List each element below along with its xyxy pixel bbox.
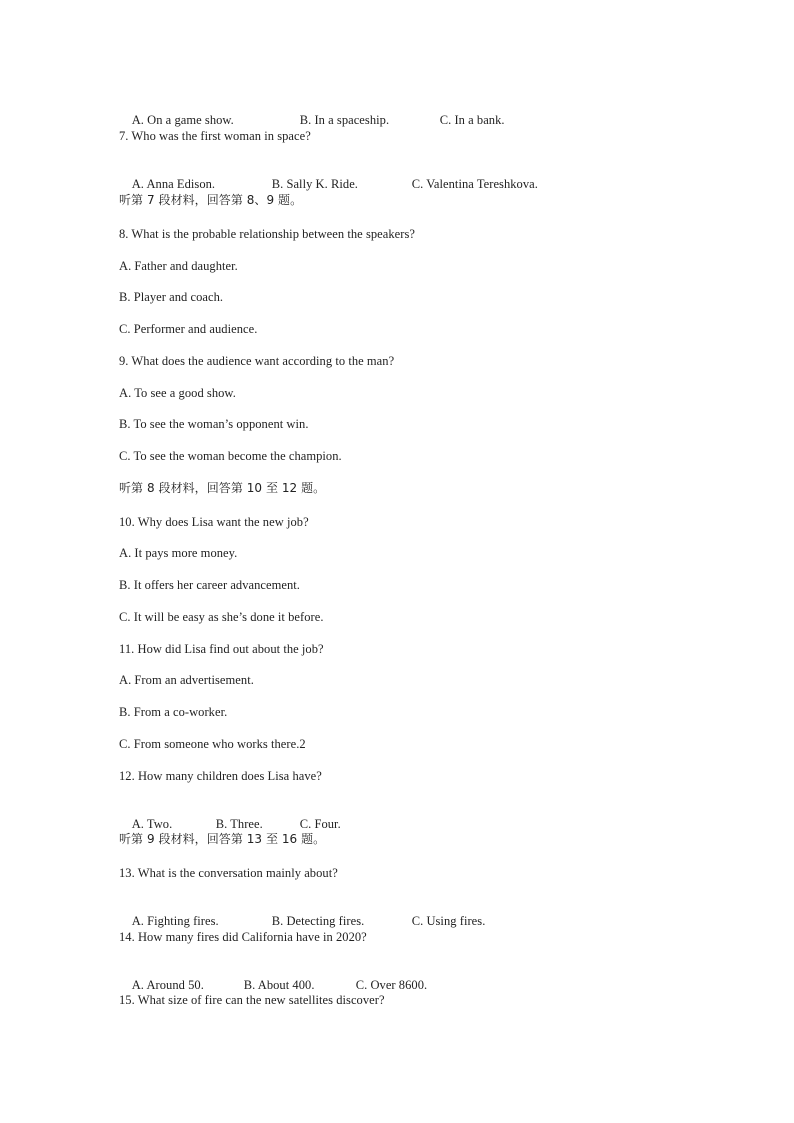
q12-option-c: C. Four. (299, 817, 341, 831)
q12-question: 12. How many children does Lisa have? (119, 769, 322, 783)
q13-option-b: B. Detecting fires. (271, 914, 365, 928)
q11-option-c: C. From someone who works there.2 (119, 737, 306, 751)
q14-question: 14. How many fires did California have in 2020? (119, 930, 367, 944)
q13-option-a: A. Fighting fires. (131, 914, 219, 928)
q14-option-c: C. Over 8600. (355, 978, 428, 992)
q10-option-b: B. It offers her career advancement. (119, 578, 300, 592)
q7-option-c: C. Valentina Tereshkova. (411, 177, 538, 191)
section-heading-8: 听第 8 段材料，回答第 10 至 12 题。 (119, 481, 326, 495)
q10-option-c: C. It will be easy as she’s done it before. (119, 610, 324, 624)
q8-question: 8. What is the probable relationship between the speakers? (119, 227, 415, 241)
q9-option-c: C. To see the woman become the champion. (119, 449, 342, 463)
section-heading-9: 听第 9 段材料，回答第 13 至 16 题。 (119, 832, 326, 846)
q10-question: 10. Why does Lisa want the new job? (119, 515, 309, 529)
q14-option-a: A. Around 50. (131, 978, 204, 992)
section-heading-7: 听第 7 段材料，回答第 8、9 题。 (119, 193, 303, 207)
q12-option-a: A. Two. (131, 817, 173, 831)
q11-option-a: A. From an advertisement. (119, 673, 254, 687)
q7-option-a: A. Anna Edison. (131, 177, 216, 191)
q9-question: 9. What does the audience want according to the man? (119, 354, 395, 368)
q12-option-b: B. Three. (215, 817, 263, 831)
q10-option-a: A. It pays more money. (119, 546, 238, 560)
q6-option-a: A. On a game show. (131, 113, 234, 127)
q6-option-c: C. In a bank. (439, 113, 505, 127)
q13-option-c: C. Using fires. (411, 914, 486, 928)
q15-question: 15. What size of fire can the new satellites discover? (119, 993, 385, 1007)
q11-option-b: B. From a co-worker. (119, 705, 228, 719)
q14-option-b: B. About 400. (243, 978, 315, 992)
q7-option-b: B. Sally K. Ride. (271, 177, 358, 191)
q8-option-b: B. Player and coach. (119, 290, 224, 304)
q7-question: 7. Who was the first woman in space? (119, 129, 311, 143)
q8-option-c: C. Performer and audience. (119, 322, 258, 336)
q8-option-a: A. Father and daughter. (119, 259, 238, 273)
q9-option-a: A. To see a good show. (119, 386, 236, 400)
q13-question: 13. What is the conversation mainly about? (119, 866, 338, 880)
q6-option-b: B. In a spaceship. (299, 113, 390, 127)
q9-option-b: B. To see the woman’s opponent win. (119, 417, 309, 431)
q11-question: 11. How did Lisa find out about the job? (119, 642, 324, 656)
